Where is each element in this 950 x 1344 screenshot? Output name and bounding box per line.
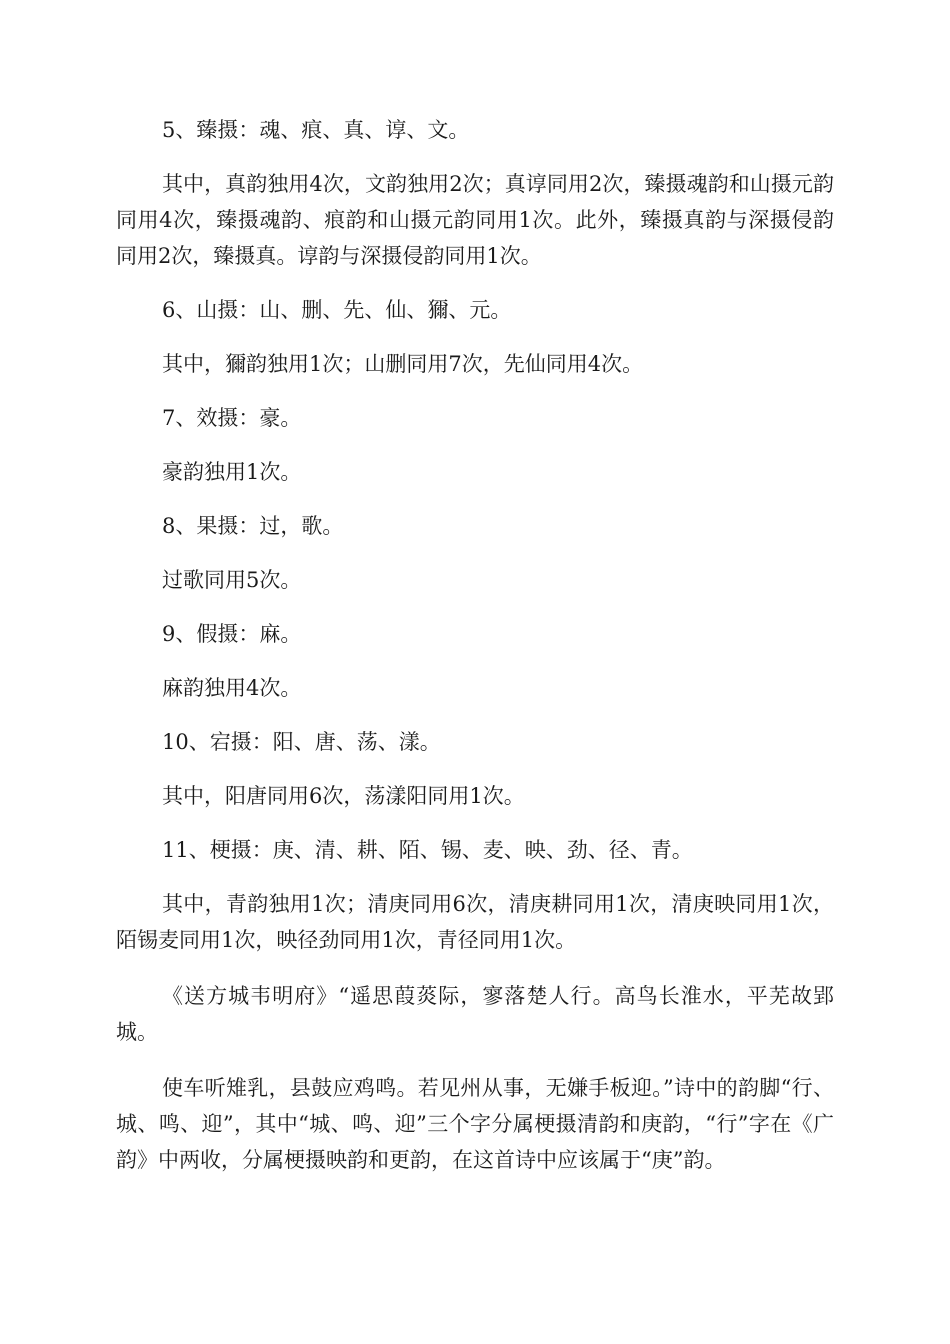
section-heading-xiao: 7、效摄：豪。 (162, 406, 302, 430)
section-heading-dang: 10、宕摄：阳、唐、荡、漾。 (162, 730, 441, 754)
paragraph-poem-analysis: 使车听雉乳，县鼓应鸡鸣。若见州从事，无嫌手板迎。”诗中的韵脚“行、城、鸣、迎”，其中“城、鸣、迎”三个字分属梗摄清韵和庚韵，“行”字在《广韵》中两收，分属梗摄映韵和更韵，在这首诗中应该属于“庚”韵。 (116, 1076, 834, 1172)
paragraph-poem-quote: 《送方城韦明府》“遥思葭菼际，寥落楚人行。高鸟长淮水，平芜故郢城。 (116, 984, 834, 1044)
paragraph-dang-detail: 其中，阳唐同用6次，荡漾阳同用1次。 (162, 784, 525, 808)
paragraph-guo-detail: 过歌同用5次。 (162, 568, 302, 592)
paragraph-xiao-detail: 豪韵独用1次。 (162, 460, 302, 484)
paragraph-shan-detail: 其中，獮韵独用1次；山删同用7次，先仙同用4次。 (162, 352, 644, 376)
section-heading-guo: 8、果摄：过，歌。 (162, 514, 344, 538)
paragraph-jia-detail: 麻韵独用4次。 (162, 676, 302, 700)
paragraph-geng-detail: 其中，青韵独用1次；清庚同用6次，清庚耕同用1次，清庚映同用1次，陌锡麦同用1次，映径劲同用1次，青径同用1次。 (116, 892, 834, 952)
document-page (116, 112, 834, 1178)
section-heading-geng: 11、梗摄：庚、清、耕、陌、锡、麦、映、劲、径、青。 (162, 838, 693, 862)
section-heading-shan: 6、山摄：山、删、先、仙、獮、元。 (162, 298, 512, 322)
paragraph-zhen-detail: 其中，真韵独用4次，文韵独用2次；真谆同用2次，臻摄魂韵和山摄元韵同用4次，臻摄魂韵、痕韵和山摄元韵同用1次。此外，臻摄真韵与深摄侵韵同用2次，臻摄真。谆韵与深摄侵韵同用1次。 (116, 172, 834, 268)
section-heading-jia: 9、假摄：麻。 (162, 622, 302, 646)
section-heading-zhen: 5、臻摄：魂、痕、真、谆、文。 (162, 118, 470, 142)
